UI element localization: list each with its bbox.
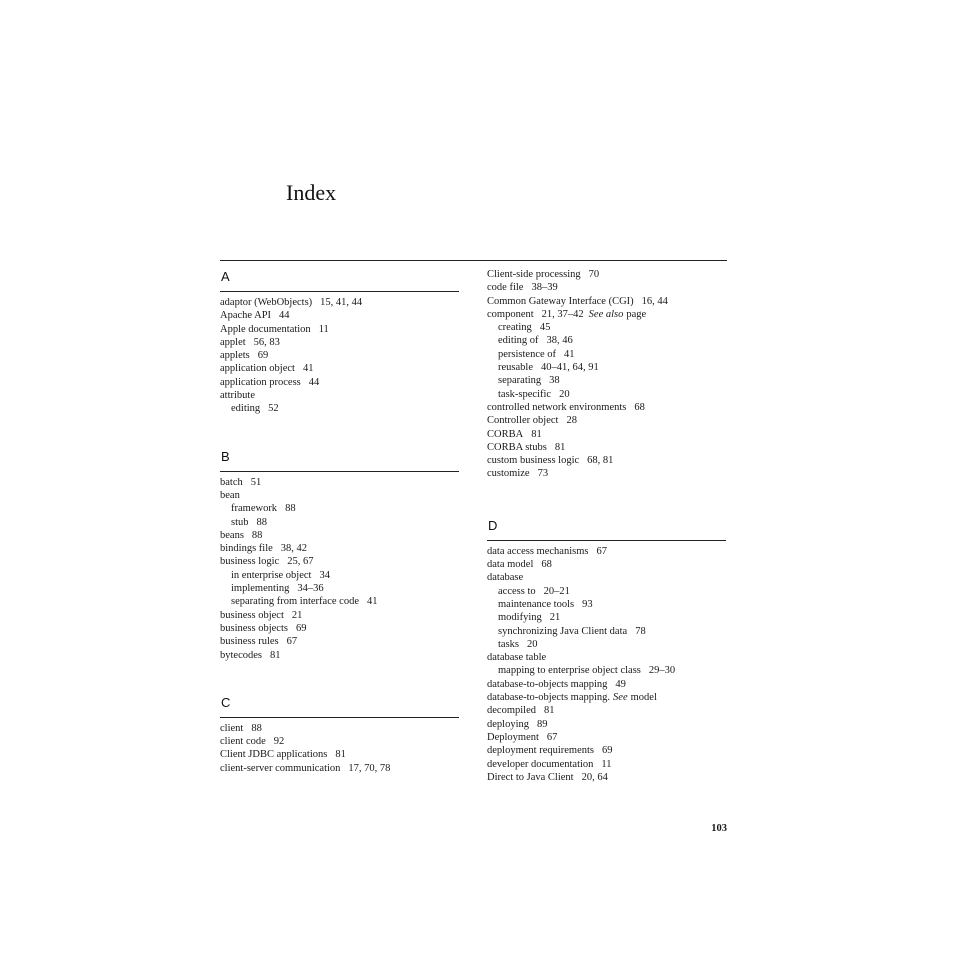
entry-pages: 56, 83 (253, 336, 280, 348)
entry-pages: 88 (251, 722, 262, 734)
entry-pages: 38 (549, 375, 560, 387)
entry-term: Client-side processing (487, 269, 581, 280)
index-entry (487, 691, 726, 704)
entry-term: data model (487, 559, 534, 571)
entry-term: Controller object (487, 415, 559, 427)
index-entry (487, 308, 726, 321)
entry-term: Client JDBC applications (220, 749, 328, 761)
index-entry (487, 571, 726, 584)
entry-term: adaptor (WebObjects) (220, 297, 313, 308)
entry-term: creating (498, 322, 532, 334)
index-entry (220, 529, 459, 542)
section-a (220, 268, 459, 416)
entry-pages: 51 (250, 476, 262, 488)
entry-pages: 38, 42 (280, 543, 308, 555)
index-entry (487, 467, 726, 480)
entry-pages: 68 (634, 401, 645, 413)
index-entry (220, 376, 459, 389)
entry-term: task-specific (498, 388, 552, 400)
index-subentry (487, 374, 726, 387)
index-subentry (220, 582, 459, 595)
entry-pages: 68 (541, 559, 552, 571)
index-entry (487, 651, 726, 664)
entry-pages: 81 (335, 749, 346, 761)
index-entry (220, 649, 459, 662)
index-entry (220, 735, 459, 748)
section-rule (220, 471, 459, 472)
entry-pages: 45 (539, 322, 551, 334)
entry-term: framework (231, 503, 278, 515)
entry-pages: 88 (256, 516, 268, 528)
entry-term: access to (498, 585, 536, 597)
index-entry (220, 489, 459, 502)
index-entry (220, 622, 459, 635)
index-entry (487, 428, 726, 441)
entry-term: CORBA stubs (487, 441, 547, 453)
entry-term: developer documentation (487, 758, 594, 770)
entry-pages: 21 (291, 609, 303, 621)
entry-term: business rules (220, 636, 279, 648)
entry-term: code file (487, 282, 524, 294)
entry-pages: 28 (566, 415, 577, 427)
section-rule (487, 540, 726, 541)
index-subentry (220, 502, 459, 515)
entry-pages: 20 (527, 638, 538, 650)
entry-term: controlled network environments (487, 401, 627, 413)
index-entry (487, 704, 726, 717)
entry-term: applets (220, 350, 250, 362)
entry-pages: 20, 64 (581, 771, 608, 783)
entry-term: decompiled (487, 705, 536, 717)
index-subentry (487, 664, 726, 677)
section-rule (220, 291, 459, 292)
entry-pages: 78 (635, 625, 646, 637)
entry-term: component (487, 308, 534, 320)
entry-pages: 73 (537, 468, 549, 480)
index-entry (220, 349, 459, 362)
entry-pages: 68, 81 (587, 455, 614, 467)
entry-pages: 44 (308, 376, 320, 388)
entry-term: modifying (498, 612, 542, 624)
entry-term: database (487, 572, 524, 584)
entry-term: CORBA (487, 428, 524, 440)
entry-term: batch (220, 476, 243, 488)
index-subentry (487, 611, 726, 624)
index-entry (487, 744, 726, 757)
index-entry (220, 476, 459, 489)
entry-term: bean (220, 489, 240, 501)
index-entry (220, 748, 459, 761)
entry-term: bytecodes (220, 649, 262, 661)
index-subentry (220, 516, 459, 529)
index-subentry (220, 402, 459, 415)
index-entry (220, 309, 459, 322)
entry-term: client-server communication (220, 762, 341, 774)
index-entry (487, 401, 726, 414)
index-subentry (487, 598, 726, 611)
index-entry (220, 542, 459, 555)
entry-term: in enterprise object (231, 569, 312, 581)
index-entry (487, 454, 726, 467)
see-reference: See also (588, 308, 624, 320)
index-entry (220, 336, 459, 349)
entry-pages: 44 (279, 310, 290, 322)
entry-pages: 25, 67 (287, 556, 314, 568)
entry-term: custom business logic (487, 455, 580, 467)
entry-pages: 41 (366, 596, 378, 608)
entry-term: client (220, 722, 244, 734)
entry-pages: 40–41, 64, 91 (540, 362, 599, 374)
index-subentry (487, 361, 726, 374)
entry-pages: 38–39 (531, 282, 558, 294)
entry-term: maintenance tools (498, 598, 575, 610)
entry-term: data access mechanisms (487, 545, 589, 557)
index-subentry (487, 585, 726, 598)
entry-term: Common Gateway Interface (CGI) (487, 295, 634, 307)
see-reference: See (613, 692, 628, 704)
entry-term: separating (498, 375, 542, 387)
entry-pages: 52 (268, 403, 279, 415)
index-subentry (487, 388, 726, 401)
entry-term: application object (220, 363, 295, 375)
index-subentry (487, 334, 726, 347)
see-target: model (630, 692, 657, 704)
entry-term: stub (231, 516, 249, 528)
index-entry (487, 758, 726, 771)
index-entry (220, 555, 459, 568)
entry-pages: 15, 41, 44 (320, 297, 363, 308)
section-b (220, 448, 459, 662)
entry-pages: 93 (582, 598, 593, 610)
entry-pages: 17, 70, 78 (348, 762, 391, 774)
see-target: page (626, 308, 647, 320)
entry-term: editing of (498, 335, 539, 347)
entry-pages: 41 (302, 363, 314, 375)
index-entry (220, 323, 459, 336)
entry-pages: 81 (270, 649, 281, 661)
index-entry (220, 296, 459, 309)
index-subentry (487, 348, 726, 361)
section-letter: C (221, 694, 231, 710)
index-entry (487, 281, 726, 294)
page-number: 103 (711, 823, 727, 834)
entry-pages: 92 (273, 736, 285, 748)
entry-pages: 16, 44 (641, 295, 668, 307)
entry-pages: 67 (286, 636, 298, 648)
index-subentry (487, 321, 726, 334)
entry-pages: 69 (295, 622, 307, 634)
entry-term: synchronizing Java Client data (498, 625, 628, 637)
entry-pages: 81 (543, 705, 555, 717)
entry-term: implementing (231, 583, 290, 595)
index-entry (220, 722, 459, 735)
entry-term: business objects (220, 622, 288, 634)
index-entry (487, 731, 726, 744)
top-rule (220, 260, 727, 261)
index-entry (220, 609, 459, 622)
entry-term: separating from interface code (231, 596, 359, 608)
entry-pages: 20–21 (543, 585, 570, 597)
entry-term: application process (220, 376, 301, 388)
section-c (220, 694, 459, 775)
entry-term: bindings file (220, 543, 273, 555)
index-subentry (220, 569, 459, 582)
entry-term: applet (220, 336, 246, 348)
entry-term: mapping to enterprise object class (498, 665, 641, 677)
index-entry (220, 362, 459, 375)
entry-term: client code (220, 736, 266, 748)
entry-pages: 67 (546, 731, 558, 743)
index-entry (487, 718, 726, 731)
index-subentry (487, 625, 726, 638)
section-rule (220, 717, 459, 718)
index-entry (487, 441, 726, 454)
entry-term: deployment requirements (487, 745, 595, 757)
entry-term: tasks (498, 638, 519, 650)
index-entry (487, 268, 726, 281)
entry-term: Apache API (220, 310, 272, 322)
entry-term: persistence of (498, 348, 557, 360)
section-d (487, 517, 726, 784)
entry-pages: 34 (319, 569, 330, 581)
entry-pages: 11 (318, 323, 329, 335)
entry-term: database table (487, 652, 547, 664)
entry-pages: 88 (251, 529, 263, 541)
index-entry (487, 414, 726, 427)
entry-pages: 49 (615, 678, 626, 690)
entry-term: attribute (220, 390, 255, 402)
entry-term: Direct to Java Client (487, 771, 574, 783)
entry-pages: 21, 37–42 (541, 308, 584, 320)
index-entry (220, 389, 459, 402)
entry-term: business logic (220, 556, 280, 568)
entry-pages: 11 (601, 758, 612, 770)
index-entry (487, 771, 726, 784)
entry-pages: 69 (257, 350, 269, 362)
page-title: Index (286, 180, 337, 205)
entry-term: customize (487, 468, 530, 480)
entry-pages: 41 (564, 348, 575, 360)
section-letter: A (221, 269, 230, 284)
entry-pages: 81 (554, 441, 566, 453)
entry-term: database-to-objects mapping. (487, 692, 611, 704)
index-entry (487, 558, 726, 571)
entry-pages: 70 (588, 269, 600, 280)
entry-pages: 34–36 (297, 583, 324, 595)
entry-pages: 88 (285, 503, 296, 515)
index-subentry (220, 595, 459, 608)
entry-term: reusable (498, 362, 533, 374)
entry-term: Deployment (487, 731, 539, 743)
index-entry (487, 295, 726, 308)
left-column (220, 268, 459, 775)
index-entry (487, 678, 726, 691)
entry-pages: 67 (596, 545, 607, 557)
entry-pages: 89 (537, 718, 548, 730)
entry-pages: 69 (602, 745, 613, 757)
entry-pages: 38, 46 (546, 335, 573, 347)
entry-term: deploying (487, 718, 529, 730)
index-subentry (487, 638, 726, 651)
entry-term: editing (231, 403, 261, 415)
right-column (487, 268, 726, 784)
entry-term: business object (220, 609, 284, 621)
section-letter: D (488, 517, 498, 533)
entry-term: database-to-objects mapping (487, 678, 608, 690)
entry-pages: 20 (559, 388, 570, 400)
entry-term: Apple documentation (220, 323, 311, 335)
index-entry (220, 635, 459, 648)
entry-pages: 21 (549, 612, 561, 624)
entry-pages: 29–30 (648, 665, 676, 677)
index-entry (487, 545, 726, 558)
section-c-continued (487, 268, 726, 481)
section-letter: B (221, 448, 230, 464)
index-entry (220, 762, 459, 775)
entry-term: beans (220, 529, 244, 541)
entry-pages: 81 (531, 428, 542, 440)
